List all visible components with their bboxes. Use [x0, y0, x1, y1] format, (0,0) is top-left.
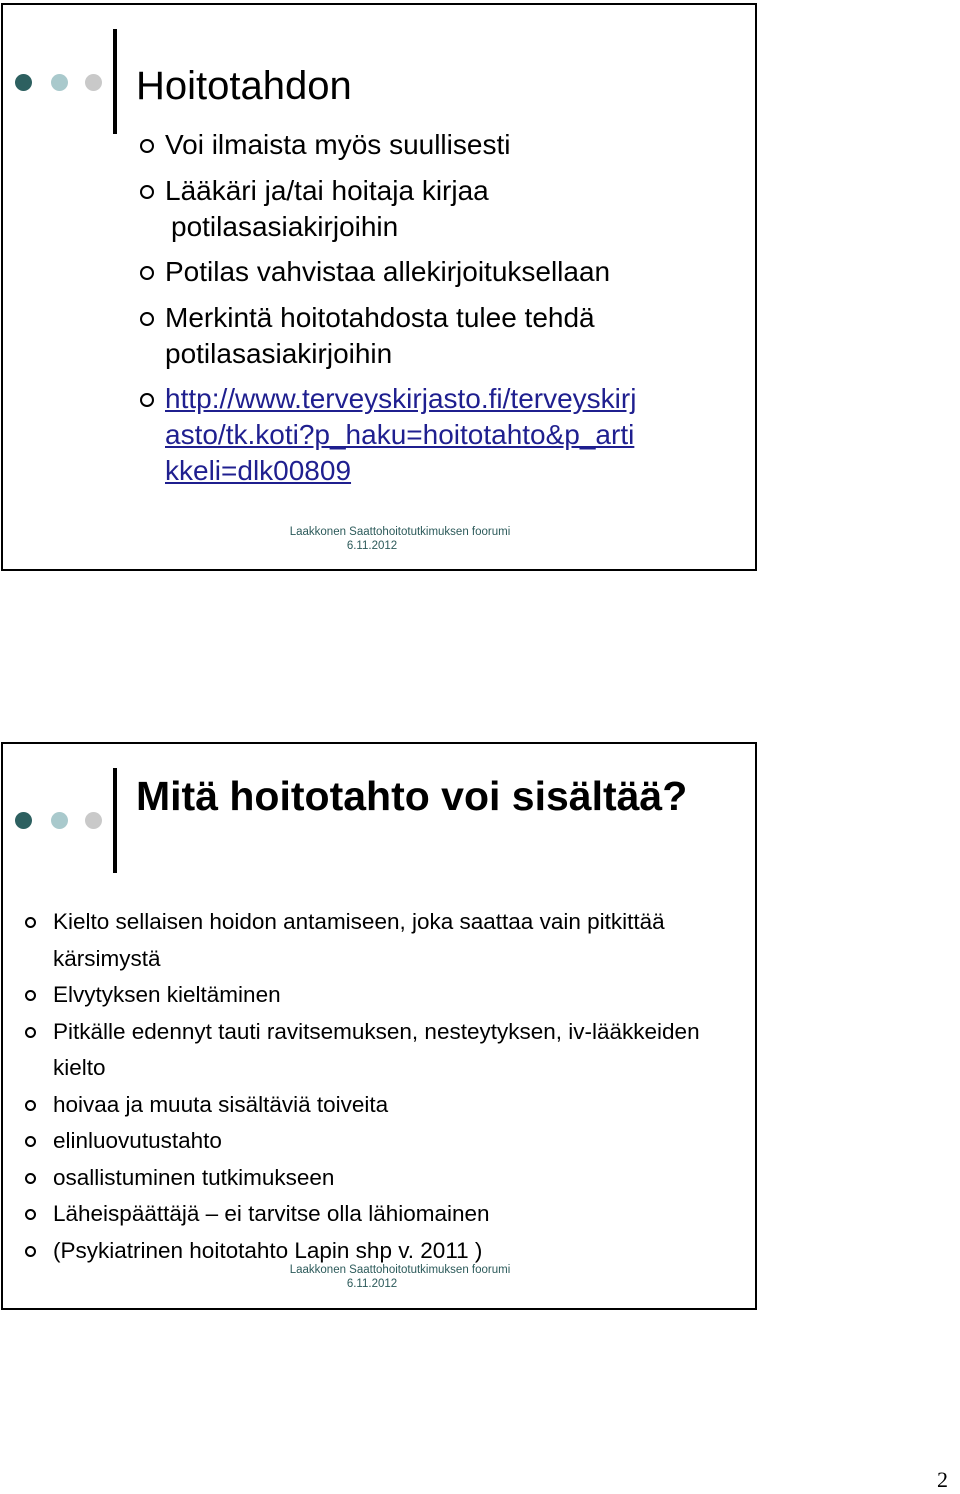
bullet-icon [25, 1246, 36, 1257]
list-item-text: potilasasiakirjoihin [171, 210, 399, 242]
dot-icon-dark [15, 812, 32, 829]
list-item-text: (Psykiatrinen hoitotahto Lapin shp v. 2011 ) [53, 1237, 483, 1263]
list-item-continuation [137, 209, 737, 245]
list-item [23, 1014, 748, 1087]
list-item [23, 977, 748, 1014]
list-item-text: Elvytyksen kieltäminen [53, 982, 281, 1007]
slide-title: Mitä hoitotahto voi sisältää? [136, 773, 688, 819]
bullet-icon [140, 185, 154, 199]
bullet-icon [140, 393, 154, 407]
bullet-icon [25, 1136, 36, 1147]
list-item-text: hoivaa ja muuta sisältäviä toiveita [53, 1091, 389, 1117]
list-item-text: Pitkälle edennyt tauti ravitsemuksen, nesteytyksen, iv-lääkkeiden kielto [53, 1018, 700, 1080]
footer-date: 6.11.2012 [346, 1278, 398, 1290]
reference-link[interactable]: http://www.terveyskirjasto.fi/terveyskirj asto/tk.koti?p_haku=hoitotahto&p_arti kkeli=dlk00809 [165, 383, 637, 486]
page-number: 2 [937, 1467, 948, 1492]
list-item [137, 254, 737, 290]
slide-title: Hoitotahdon [136, 64, 352, 108]
slide-footer [3, 525, 755, 553]
list-item [137, 381, 737, 489]
list-item-text: Läheispäättäjä – ei tarvitse olla lähiomainen [53, 1201, 490, 1226]
bullet-icon [25, 917, 36, 928]
list-item [137, 127, 737, 163]
title-divider [113, 768, 117, 873]
bullet-icon [25, 1209, 36, 1220]
footer-date: 6.11.2012 [346, 540, 398, 552]
dot-icon-grey [85, 812, 102, 829]
slide-1 [1, 3, 757, 571]
list-item-text: elinluovutustahto [53, 1128, 222, 1153]
list-item [137, 300, 737, 372]
list-item [23, 1087, 748, 1124]
list-item [137, 173, 737, 209]
list-item-text: osallistuminen tutkimukseen [53, 1164, 335, 1190]
list-item-text: Merkintä hoitotahdosta tulee tehdä potilasasiakirjoihin [165, 301, 595, 369]
bullet-icon [140, 312, 154, 326]
dot-icon-light [51, 812, 68, 829]
bullet-icon [140, 139, 154, 153]
list-item-text: Voi ilmaista myös suullisesti [165, 129, 511, 160]
bullet-list [137, 127, 737, 499]
list-item [23, 1160, 748, 1197]
footer-author: Laakkonen Saattohoitotutkimuksen foorumi [289, 1264, 511, 1276]
list-item [23, 904, 748, 977]
slide-footer [3, 1263, 755, 1291]
slide-2 [1, 742, 757, 1310]
bullet-icon [25, 1027, 36, 1038]
list-item-text: Lääkäri ja/tai hoitaja kirjaa [165, 174, 489, 206]
bullet-list [23, 904, 748, 1269]
footer-author: Laakkonen Saattohoitotutkimuksen foorumi [289, 526, 511, 538]
list-item [23, 1196, 748, 1233]
list-item [23, 1123, 748, 1160]
dot-icon-light [51, 74, 68, 91]
dot-icon-grey [85, 74, 102, 91]
bullet-icon [25, 1100, 36, 1111]
dot-icon-dark [15, 74, 32, 91]
bullet-icon [25, 1173, 36, 1184]
title-divider [113, 29, 117, 134]
list-item-text: Potilas vahvistaa allekirjoituksellaan [165, 256, 611, 287]
bullet-icon [25, 990, 36, 1001]
list-item-text: Kielto sellaisen hoidon antamiseen, joka saattaa vain pitkittää kärsimystä [53, 909, 665, 971]
bullet-icon [140, 266, 154, 280]
